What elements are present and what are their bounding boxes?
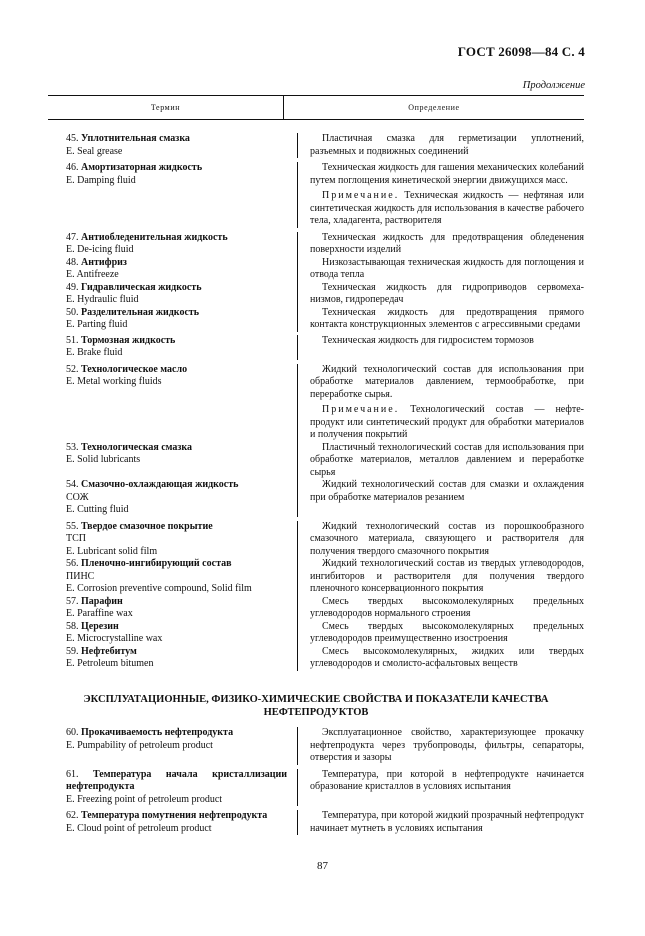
term-equivalent: E. Metal working fluids [66,376,162,387]
term-equivalent: E. Freezing point of petroleum product [66,793,223,805]
definition-text: Эксплуатационное свойство, характеризующее прокачку нефтепродукта через трубопроводы, фильтры, сепараторы, отверстия и зазоры [310,727,584,763]
term-name: Температура начала кристаллизации [93,768,288,780]
definition-text: Температура, при которой жидкий прозрачный нефтепродукт начинает мутнеть в условиях испытания [310,810,584,834]
note-label: Примечание. [322,404,400,415]
term-name: Разделительная жидкость [81,306,200,318]
term-equivalent: E. Solid lubricants [66,454,141,465]
term-name: Пленочно-ингибирующий состав [81,558,232,569]
term-title [66,769,287,782]
term-column-header: Термин [150,103,181,112]
term-title [66,521,287,534]
term-title [66,621,287,634]
table-row [48,646,584,671]
section-title: ЭКСПЛУАТАЦИОННЫЕ, ФИЗИКО-ХИМИЧЕСКИЕ СВОЙСТВА И ПОКАЗАТЕЛИ КАЧЕСТВА НЕФТЕПРОДУКТОВ [83,694,549,718]
term-cell [48,335,287,360]
term-title [66,364,287,377]
term-name: Гидравлическая жидкость [81,281,202,293]
term-cell [48,810,287,835]
term-number: 55. [66,520,81,532]
definition-cell [297,282,584,307]
definition-cell [297,621,584,646]
table-row [48,133,584,158]
table-row [48,282,584,307]
table-row [48,307,584,332]
term-cell [48,442,287,480]
term-title [66,596,287,609]
term-name: Тормозная жидкость [81,334,176,346]
term-name-cont: нефтепродукта [66,781,135,792]
term-title [66,335,287,348]
term-number: 53. [66,441,81,453]
definition-text: Жидкий технологический состав для смазки и охлаждения при обработке материалов резанием [310,479,584,503]
term-number: 50. [66,306,81,318]
table-row [48,232,584,257]
definition-cell [297,558,584,596]
term-equivalent: E. Hydraulic fluid [66,294,139,305]
term-equivalent: E. Corrosion preventive compound, Solid film [66,583,252,594]
definition-text: Смесь твердых высокомолекулярных предельных углеводородов нормального строения [310,595,584,619]
term-cell [48,769,287,807]
term-cell [48,257,287,282]
term-number: 48. [66,256,81,268]
definition-text: Температура, при которой в нефтепродукте начинается образование кристаллов в условиях испытания [310,768,584,792]
term-cell [48,479,287,517]
term-equivalent: E. Pumpability of petroleum product [66,739,213,751]
term-equivalent: E. Microcrystalline wax [66,633,163,644]
table-row [48,769,584,807]
term-equivalent: E. Cloud point of petroleum product [66,822,212,834]
term-equivalent: ТСП [66,533,86,544]
term-name: Температура помутнения нефтепродукта [81,810,268,821]
term-cell [48,364,287,442]
table-row [48,727,584,765]
term-name: Амортизаторная жидкость [81,162,203,173]
term-number: 62. [66,810,81,821]
term-name: Технологическая смазка [81,441,193,453]
table-row [48,162,584,228]
term-equivalent: E. Cutting fluid [66,504,129,515]
table-row [48,621,584,646]
term-title [66,282,287,295]
definition-cell [297,307,584,332]
term-number: 52. [66,363,81,375]
term-cell [48,621,287,646]
table-row [48,558,584,596]
definition-cell [297,162,584,228]
table-row [48,364,584,442]
term-equivalent: E. Antifreeze [66,269,119,280]
term-title [66,257,287,270]
term-cell [48,596,287,621]
term-number: 59. [66,645,81,657]
definition-cell [297,232,584,257]
definition-cell [297,646,584,671]
term-equivalent: E. Seal grease [66,145,123,157]
term-cell [48,521,287,559]
terms-table-properties [48,727,584,835]
term-name: Технологическое масло [81,363,188,375]
definition-cell [297,596,584,621]
term-equivalent: ПИНС [66,570,95,582]
definition-text: Техническая жидкость для предотвращения прямого контакта конструкционных элементов с агрессивными средами [310,306,584,330]
definition-note [310,404,584,442]
definition-cell [297,335,584,360]
note-text: Технологический состав — нефте-продукт или синтетический продукт для обработки материалов и получения покрытий [310,404,584,440]
definition-text: Смесь твердых высокомолекулярных предельных углеводородов преимущественно изостроения [310,620,584,644]
definition-text: Техническая жидкость для предотвращения обледенения поверхности изделий [310,231,584,255]
page-number: 87 [317,860,328,872]
term-name: Нефтебитум [81,645,137,657]
term-title [66,646,287,659]
document-reference: ГОСТ 26098—84 С. 4 [457,44,585,59]
term-number: 47. [66,231,81,243]
term-name: Парафин [81,595,123,607]
definition-text: Низкозастывающая техническая жидкость для поглощения и отвода тепла [310,256,584,280]
term-number: 49. [66,281,81,293]
term-equivalent: СОЖ [66,491,89,503]
term-number: 45. [66,133,81,144]
term-cell [48,232,287,257]
note-label: Примечание. [322,190,400,201]
definition-text: Пластичная смазка для герметизации уплотнений, разъемных и подвижных соединений [310,133,584,157]
definition-cell [297,133,584,158]
definition-cell [297,479,584,517]
definition-text: Жидкий технологический состав для использования при обработке материалов давлением, термообработке, при переработке сырья. [310,363,584,400]
term-equivalent: E. Parting fluid [66,319,128,330]
term-cell [48,727,287,765]
term-name: Смазочно-охлаждающая жидкость [81,479,239,490]
term-title [66,232,287,245]
table-row [48,257,584,282]
table-row [48,596,584,621]
term-number: 56. [66,558,81,569]
definition-cell [297,727,584,765]
definition-text: Техническая жидкость для гидроприводов сервомеха-низмов, гидропередач [310,281,584,305]
term-cell [48,162,287,228]
term-number: 51. [66,334,81,346]
definition-text: Жидкий технологический состав из твердых углеводородов, ингибиторов и растворителя для получения твердого пленочного консервационного покрытия [310,558,584,594]
term-number: 60. [66,727,81,738]
term-number: 54. [66,479,81,490]
definition-text: Техническая жидкость для гидросистем тормозов [322,334,534,346]
definition-text: Техническая жидкость для гашения механических колебаний путем поглощения кинетической энергии движущихся масс. [310,162,584,186]
term-name: Уплотнительная смазка [81,133,190,144]
term-equivalent: E. Paraffine wax [66,608,133,619]
definition-cell [297,442,584,480]
term-title [66,162,287,175]
term-cell [48,646,287,671]
term-title [66,558,287,571]
term-name: Антиобледенительная жидкость [81,231,228,243]
table-row [48,442,584,480]
table-row [48,479,584,517]
table-header [48,95,584,120]
definition-cell [297,521,584,559]
term-cell [48,307,287,332]
term-title [66,727,287,740]
note-text: Техническая жидкость — нефтяная или синтетическая жидкость для использования в качестве рабочего тела, хладагента, растворителя [310,190,584,226]
table-row [48,521,584,559]
term-number: 46. [66,162,81,173]
term-title [66,133,287,146]
continuation-label: Продолжение [522,80,585,91]
term-title [66,442,287,455]
terms-table [48,133,584,671]
term-cell [48,558,287,596]
table-row [48,335,584,360]
term-cell [48,282,287,307]
definition-cell [297,810,584,835]
term-number: 58. [66,620,81,632]
definition-cell [297,769,584,807]
table-row [48,810,584,835]
term-equivalent: E. Brake fluid [66,347,123,358]
definition-cell [297,257,584,282]
term-name: Антифриз [81,256,127,268]
definition-cell [297,364,584,442]
term-name: Церезин [81,620,119,632]
term-title [66,479,287,492]
term-number: 61. [66,768,93,780]
term-equivalent: E. Lubricant solid film [66,545,158,557]
term-title [66,810,287,823]
term-name: Прокачиваемость нефтепродукта [81,727,234,738]
definition-note [310,190,584,228]
term-equivalent: E. Petroleum bitumen [66,658,154,669]
term-name: Твердое смазочное покрытие [81,520,213,532]
term-title [66,307,287,320]
definition-text: Пластичный технологический состав для использования при обработке материалов, металлов давлением и переработке сырья [310,441,584,478]
term-equivalent: E. De-icing fluid [66,244,134,255]
term-number: 57. [66,595,81,607]
definition-text: Смесь высокомолекулярных, жидких или твердых углеводородов и смолисто-асфальтовых веществ [310,645,584,669]
definition-text: Жидкий технологический состав из порошкообразного смазочного материала, связующего и растворителя для получения твердого смазочного покрытия [310,520,584,557]
definition-column-header: Определение [408,103,460,112]
term-cell [48,133,287,158]
term-equivalent: E. Damping fluid [66,174,136,186]
